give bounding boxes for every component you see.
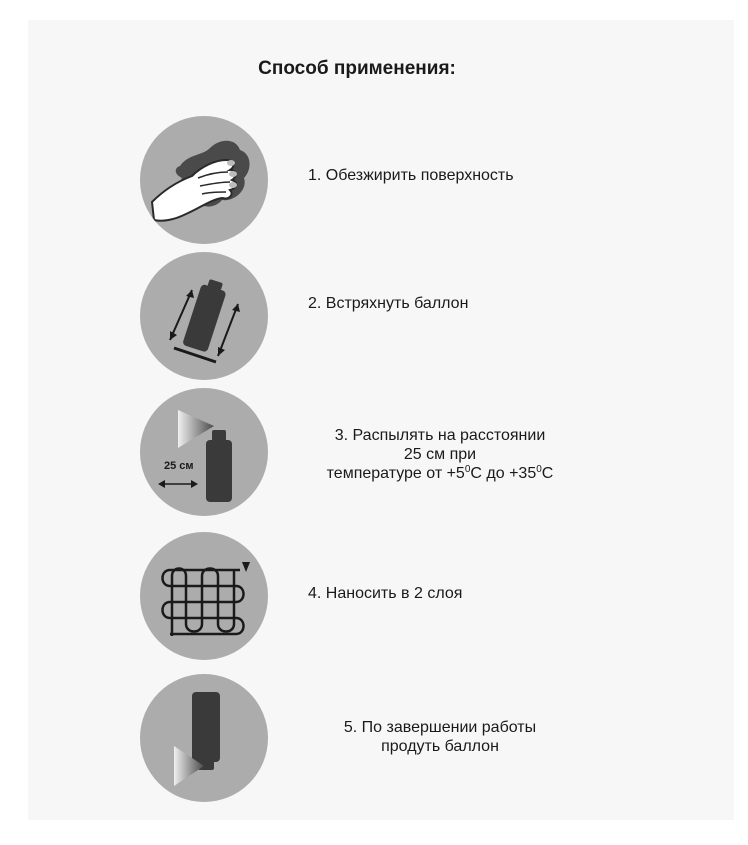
spray-distance-icon — [140, 388, 268, 516]
step-3 — [0, 388, 748, 518]
page-title: Способ применения: — [258, 58, 456, 79]
distance-label: 25 см — [164, 460, 194, 472]
temp-suffix: С — [541, 465, 554, 482]
step-5-text — [290, 718, 590, 756]
step-4 — [0, 532, 748, 662]
hand-wiping-icon — [140, 116, 268, 244]
step-3-line-3 — [290, 464, 590, 483]
step-4-line: 4. Наносить в 2 слоя — [308, 585, 463, 602]
step-4-text — [308, 584, 608, 603]
step-5-line-1: 5. По завершении работы — [343, 719, 537, 736]
two-layers-pattern-icon — [140, 532, 268, 660]
step-2-line: 2. Встряхнуть баллон — [308, 295, 469, 312]
temp-mid: С до +35 — [470, 465, 537, 482]
step-1-text — [308, 166, 608, 185]
purge-can-icon — [140, 674, 268, 802]
degree-sup-2: 0 — [536, 464, 542, 475]
degree-sup-1: 0 — [464, 464, 471, 475]
temp-prefix: температуре от +5 — [326, 465, 465, 482]
shake-can-icon — [140, 252, 268, 380]
step-1-line: 1. Обезжирить поверхность — [308, 167, 514, 184]
step-3-line-1: 3. Распылять на расстоянии — [334, 427, 546, 444]
step-5-line-2: продуть баллон — [381, 738, 499, 755]
step-3-line-2: 25 см при — [403, 446, 477, 463]
step-2 — [0, 252, 748, 382]
step-1 — [0, 116, 748, 246]
step-5 — [0, 674, 748, 804]
step-3-text — [290, 426, 590, 483]
step-2-text — [308, 294, 608, 313]
